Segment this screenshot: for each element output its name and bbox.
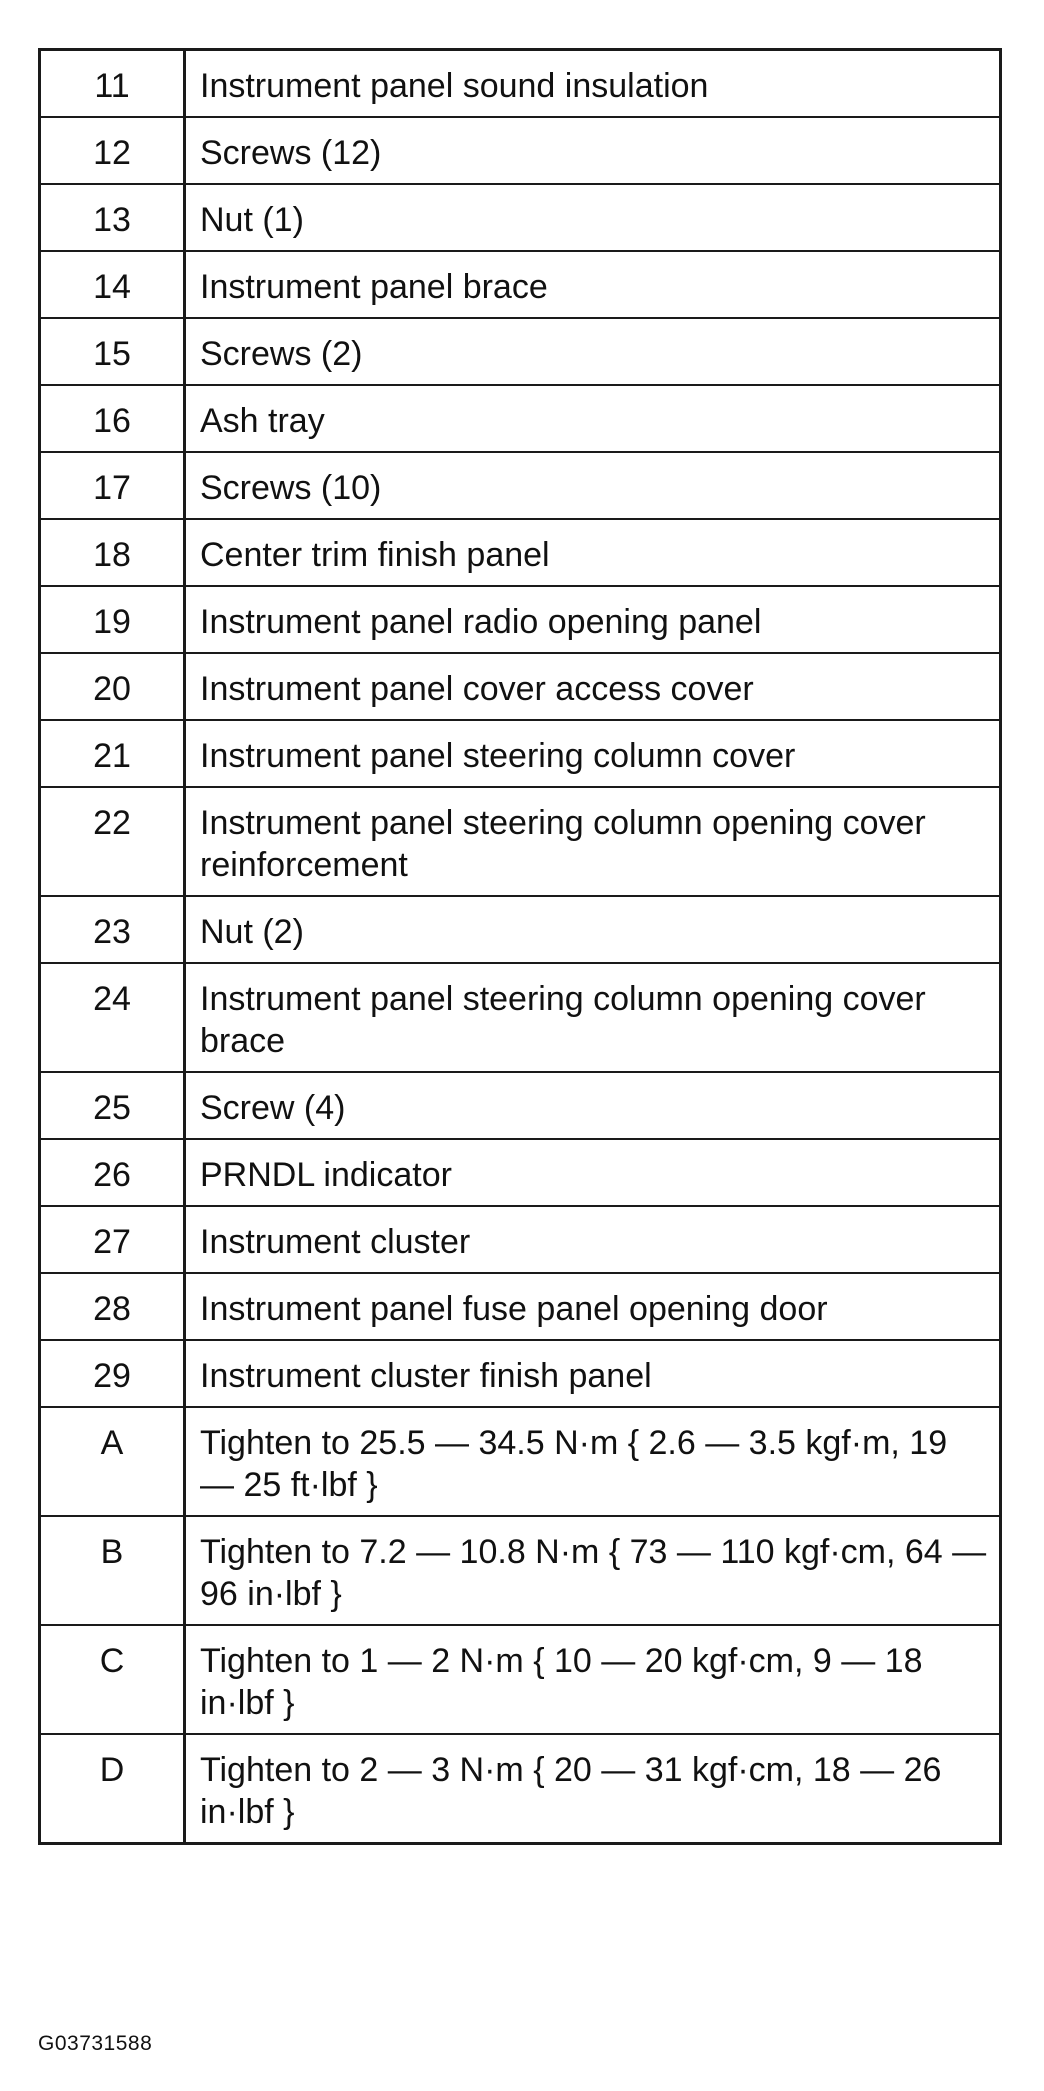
row-description: Screws (10) [185, 452, 1001, 519]
table-row [40, 1407, 1001, 1516]
row-description: Instrument panel fuse panel opening door [185, 1273, 1001, 1340]
row-description: Instrument cluster [185, 1206, 1001, 1273]
figure-id: G03731588 [38, 2032, 153, 2055]
row-description: Instrument panel cover access cover [185, 653, 1001, 720]
row-key: A [40, 1407, 185, 1516]
table-row [40, 1340, 1001, 1407]
row-key: D [40, 1734, 185, 1844]
row-description: Nut (1) [185, 184, 1001, 251]
table-row [40, 452, 1001, 519]
row-description: Instrument panel brace [185, 251, 1001, 318]
table-row [40, 720, 1001, 787]
table-row [40, 896, 1001, 963]
table-row [40, 787, 1001, 896]
row-key: 25 [40, 1072, 185, 1139]
table-row [40, 653, 1001, 720]
row-description: Instrument panel steering column opening cover reinforcement [185, 787, 1001, 896]
row-description: Instrument panel sound insulation [185, 50, 1001, 118]
table-row [40, 1516, 1001, 1625]
table-row [40, 519, 1001, 586]
table-row [40, 1273, 1001, 1340]
row-key: 11 [40, 50, 185, 118]
row-description: Instrument panel steering column opening cover brace [185, 963, 1001, 1072]
row-key: C [40, 1625, 185, 1734]
table-row [40, 963, 1001, 1072]
row-key: 18 [40, 519, 185, 586]
table-row [40, 1625, 1001, 1734]
table-row [40, 1206, 1001, 1273]
row-description: Tighten to 7.2 — 10.8 N·m { 73 — 110 kgf·cm, 64 — 96 in·lbf } [185, 1516, 1001, 1625]
table-row [40, 318, 1001, 385]
row-description: Tighten to 1 — 2 N·m { 10 — 20 kgf·cm, 9 — 18 in·lbf } [185, 1625, 1001, 1734]
row-description: Tighten to 25.5 — 34.5 N·m { 2.6 — 3.5 kgf·m, 19 — 25 ft·lbf } [185, 1407, 1001, 1516]
row-key: 22 [40, 787, 185, 896]
legend-rows [40, 50, 1001, 1844]
row-key: 26 [40, 1139, 185, 1206]
row-key: 21 [40, 720, 185, 787]
row-description: Screws (2) [185, 318, 1001, 385]
row-key: 15 [40, 318, 185, 385]
row-key: 16 [40, 385, 185, 452]
table-row [40, 117, 1001, 184]
row-key: 23 [40, 896, 185, 963]
table-row [40, 184, 1001, 251]
row-key: 19 [40, 586, 185, 653]
row-description: Instrument cluster finish panel [185, 1340, 1001, 1407]
row-description: Instrument panel steering column cover [185, 720, 1001, 787]
row-description: Ash tray [185, 385, 1001, 452]
table-row [40, 50, 1001, 118]
row-key: 20 [40, 653, 185, 720]
legend-table [38, 48, 1002, 1845]
row-key: 24 [40, 963, 185, 1072]
row-description: PRNDL indicator [185, 1139, 1001, 1206]
table-row [40, 1734, 1001, 1844]
row-key: 13 [40, 184, 185, 251]
table-row [40, 1072, 1001, 1139]
table-row [40, 1139, 1001, 1206]
row-key: 17 [40, 452, 185, 519]
row-description: Screw (4) [185, 1072, 1001, 1139]
row-description: Screws (12) [185, 117, 1001, 184]
row-key: 14 [40, 251, 185, 318]
row-description: Instrument panel radio opening panel [185, 586, 1001, 653]
row-description: Tighten to 2 — 3 N·m { 20 — 31 kgf·cm, 18 — 26 in·lbf } [185, 1734, 1001, 1844]
table-row [40, 586, 1001, 653]
table-row [40, 385, 1001, 452]
table-row [40, 251, 1001, 318]
row-key: 27 [40, 1206, 185, 1273]
row-key: 12 [40, 117, 185, 184]
row-key: 29 [40, 1340, 185, 1407]
row-description: Center trim finish panel [185, 519, 1001, 586]
row-key: 28 [40, 1273, 185, 1340]
row-key: B [40, 1516, 185, 1625]
row-description: Nut (2) [185, 896, 1001, 963]
